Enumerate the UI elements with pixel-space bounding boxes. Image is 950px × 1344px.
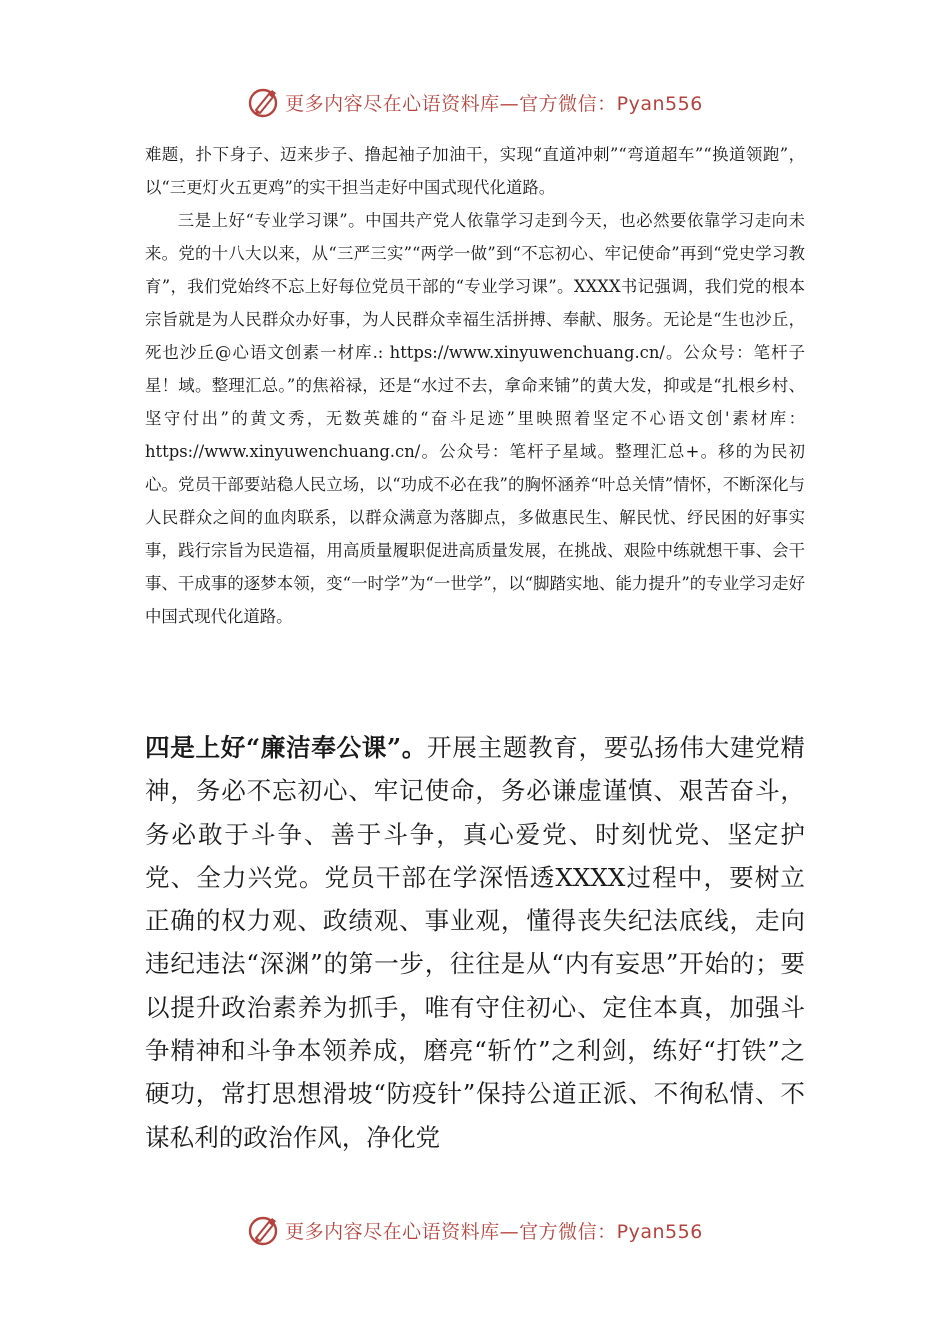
paragraph-four: [145, 726, 805, 1159]
banner-text: 更多内容尽在心语资料库—官方微信：Pyan556: [285, 1220, 703, 1243]
paragraph-continuation: 难题，扑下身子、迈来步子、撸起袖子加油干，实现“直道冲刺”“弯道超车”“换道领跑”，以“三更灯火五更鸡”的实干担当走好中国式现代化道路。: [145, 145, 805, 197]
paragraph-four-heading: 四是上好“廉洁奉公课”。: [145, 733, 428, 762]
document-body-small: [145, 138, 805, 633]
paragraph-three: 三是上好“专业学习课”。中国共产党人依靠学习走到今天，也必然要依靠学习走向未来。党的十八大以来，从“三严三实”“两学一做”到“不忘初心、牢记使命”再到“党史学习教育”，我们党始终不忘上好每位党员干部的“专业学习课”。XXXX书记强调，我们党的根本宗旨就是为人民群众办好事，为人民群众幸福生活拼搏、奉献、服务。无论是“生也沙丘，死也沙丘@心语文创素一材库.: https://www.xinyuwenchuang.cn/。公众号：笔杆子星！域。整理汇总。”的焦裕禄，还是“水过不去，拿命来铺”的黄大发，抑或是“扎根乡村、坚守付出”的黄文秀，无数英雄的“奋斗足迹”里映照着坚定不心语文创'素材库：https://www.xinyuwenchuang.cn/。公众号：笔杆子星域。整理汇总+。移的为民初心。党员干部要站稳人民立场，以“功成不必在我”的胸怀涵养“叶总关情”情怀，不断深化与人民群众之间的血肉联系，以群众满意为落脚点，多做惠民生、解民忧、纾民困的好事实事，践行宗旨为民造福，用高质量履职促进高质量发展，在挑战、艰险中练就想干事、会干事、干成事的逐梦本领，变“一时学”为“一世学”，以“脚踏实地、能力提升”的专业学习走好中国式现代化道路。: [145, 211, 805, 626]
paragraph-four-body: 开展主题教育，要弘扬伟大建党精神，务必不忘初心、牢记使命，务必谦虚谨慎、艰苦奋斗，务必敢于斗争、善于斗争，真心爱党、时刻忧党、坚定护党、全力兴党。党员干部在学深悟透XXXX过程中，要树立正确的权力观、政绩观、事业观，懂得丧失纪法底线，走向违纪违法“深渊”的第一步，往往是从“内有妄思”开始的；要以提升政治素养为抓手，唯有守住初心、定住本真，加强斗争精神和斗争本领养成，磨亮“斩竹”之利剑，练好“打铁”之硬功，常打思想滑坡“防疫针”保持公道正派、不徇私情、不谋私利的政治作风，净化党: [145, 733, 805, 1152]
pen-circle-icon: [247, 85, 281, 119]
banner-text: 更多内容尽在心语资料库—官方微信：Pyan556: [285, 92, 703, 115]
header-banner: [0, 82, 950, 122]
document-body-large: [145, 726, 805, 1159]
pen-circle-icon: [247, 1213, 281, 1247]
footer-banner: [0, 1210, 950, 1250]
